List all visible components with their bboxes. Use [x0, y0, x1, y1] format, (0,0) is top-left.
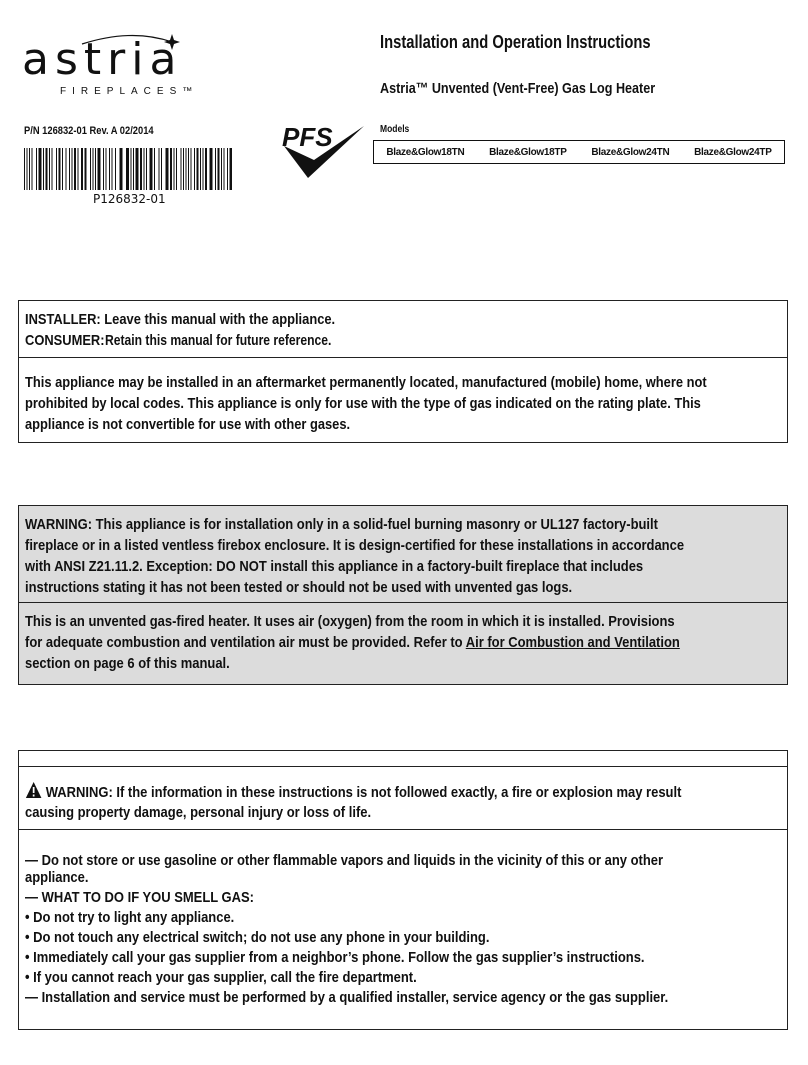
list-item: • Do not touch any electrical switch; do not use any phone in your building. — [25, 929, 490, 946]
mobile-home-paragraph — [19, 357, 787, 442]
barcode-bar — [146, 148, 147, 190]
barcode-bar — [215, 148, 216, 190]
barcode-bar — [74, 148, 76, 190]
consumer-text: Retain this manual for future reference. — [104, 332, 331, 349]
barcode-text: P126832-01 — [93, 192, 166, 206]
barcode-bar — [203, 148, 204, 190]
list-item: — Installation and service must be performed by a qualified installer, service agency or the gas supplier. — [25, 989, 669, 1006]
barcode-bar — [200, 148, 201, 190]
installation-warning — [19, 506, 787, 602]
warning-line: WARNING: This appliance is for installation only in a solid-fuel burning masonry or UL127 factory-built — [25, 516, 658, 533]
barcode-bar — [46, 148, 48, 190]
paragraph-line: This appliance may be installed in an aftermarket permanently located, manufactured (mobile) home, where not — [25, 374, 707, 391]
barcode-bar — [27, 148, 28, 190]
models-list — [373, 140, 785, 164]
astria-logo — [22, 28, 242, 103]
pfs-logo — [278, 120, 366, 180]
paragraph-line: appliance is not convertible for use with other gases. — [25, 416, 351, 433]
barcode-bar — [126, 148, 129, 190]
document-subtitle: Astria™ Unvented (Vent-Free) Gas Log Heater — [380, 80, 656, 97]
barcode-bar — [62, 148, 63, 190]
barcode-bar — [120, 148, 123, 190]
barcode-bar — [36, 148, 37, 190]
barcode-bar — [161, 148, 162, 190]
logo-subtitle: FIREPLACES™ — [60, 86, 199, 97]
barcode-bar — [230, 148, 233, 190]
pfs-logo-text: PFS — [282, 122, 333, 152]
barcode-bar — [49, 148, 50, 190]
barcode-bar — [205, 148, 207, 190]
installation-warning-box — [18, 505, 788, 685]
barcode — [24, 148, 232, 190]
barcode-bar — [194, 148, 195, 190]
air-combustion-link[interactable]: Air for Combustion and Ventilation — [465, 634, 680, 651]
barcode-bar — [140, 148, 142, 190]
logo-word: astria — [22, 34, 183, 85]
barcode-bar — [56, 148, 57, 190]
paragraph-line: prohibited by local codes. This appliance is only for use with the type of gas indicated on the rating plate. This — [25, 395, 701, 412]
barcode-bar — [159, 148, 160, 190]
barcode-bar — [133, 148, 134, 190]
installer-label: INSTALLER: — [25, 311, 101, 328]
barcode-bar — [183, 148, 184, 190]
warning-triangle-icon — [25, 781, 42, 799]
list-item: — Do not store or use gasoline or other flammable vapors and liquids in the vicinity of this or any other — [25, 852, 664, 869]
warning-line: with ANSI Z21.11.2. Exception: DO NOT install this appliance in a factory-built fireplace that includes — [25, 558, 644, 575]
barcode-bar — [131, 148, 132, 190]
paragraph-line: section on page 6 of this manual. — [25, 655, 230, 672]
model-item: Blaze&Glow24TN — [591, 146, 670, 158]
barcode-bar — [150, 148, 153, 190]
model-item: Blaze&Glow18TN — [386, 146, 465, 158]
barcode-bar — [144, 148, 145, 190]
paragraph-line — [25, 632, 680, 653]
barcode-bar — [59, 148, 61, 190]
barcode-bar — [29, 148, 30, 190]
barcode-bar — [136, 148, 139, 190]
barcode-bar — [176, 148, 177, 190]
barcode-bar — [81, 148, 83, 190]
barcode-bar — [191, 148, 192, 190]
part-number: P/N 126832-01 Rev. A 02/2014 — [24, 125, 154, 137]
warning-line: causing property damage, personal injury or loss of life. — [25, 804, 372, 821]
paragraph-line: This is an unvented gas-fired heater. It uses air (oxygen) from the room in which it is installed. Provisions — [25, 613, 675, 630]
warning-line: instructions stating it has not been tested or should not be used with unvented gas logs. — [25, 579, 573, 596]
model-item: Blaze&Glow24TP — [694, 146, 772, 158]
barcode-bar — [39, 148, 42, 190]
barcode-bar — [106, 148, 107, 190]
warning-text: WARNING: If the information in these instructions is not followed exactly, a fire or explosion may result — [45, 784, 682, 801]
consumer-line — [25, 330, 345, 351]
document-title: Installation and Operation Instructions — [380, 32, 651, 52]
barcode-bar — [109, 148, 110, 190]
list-item: • If you cannot reach your gas supplier, call the fire department. — [25, 969, 417, 986]
installer-text: Leave this manual with the appliance. — [100, 311, 336, 328]
barcode-bar — [115, 148, 116, 190]
consumer-label: CONSUMER: — [25, 332, 105, 349]
list-item: appliance. — [25, 869, 89, 886]
barcode-bar — [85, 148, 87, 190]
barcode-bar — [72, 148, 73, 190]
barcode-bar — [90, 148, 91, 190]
barcode-bar — [197, 148, 199, 190]
unvented-heater-paragraph — [19, 602, 787, 684]
barcode-bar — [174, 148, 175, 190]
installer-consumer-row — [19, 301, 787, 357]
warning-line — [25, 781, 681, 803]
barcode-bar — [24, 148, 25, 190]
fire-explosion-warning — [19, 766, 787, 829]
barcode-bar — [170, 148, 172, 190]
barcode-bar — [52, 148, 53, 190]
paragraph-text: for adequate combustion and ventilation air must be provided. Refer to — [25, 634, 466, 651]
warning-line: fireplace or in a listed ventless firebox enclosure. It is design-certified for these installations in accordance — [25, 537, 685, 554]
list-item: • Do not try to light any appliance. — [25, 909, 235, 926]
barcode-bar — [227, 148, 228, 190]
barcode-bar — [103, 148, 104, 190]
barcode-bar — [32, 148, 33, 190]
barcode-bar — [98, 148, 101, 190]
barcode-bar — [69, 148, 70, 190]
list-item: — WHAT TO DO IF YOU SMELL GAS: — [25, 889, 254, 906]
barcode-bar — [112, 148, 113, 190]
fire-explosion-warning-box — [18, 750, 788, 1030]
barcode-bar — [224, 148, 225, 190]
installer-notice-box — [18, 300, 788, 443]
barcode-bar — [166, 148, 169, 190]
model-item: Blaze&Glow18TP — [489, 146, 567, 158]
barcode-bar — [93, 148, 94, 190]
installer-line — [25, 309, 335, 330]
barcode-bar — [221, 148, 222, 190]
gas-safety-list — [19, 829, 787, 1029]
barcode-bar — [66, 148, 67, 190]
barcode-bar — [188, 148, 189, 190]
barcode-bar — [154, 148, 155, 190]
barcode-bar — [78, 148, 79, 190]
barcode-bar — [43, 148, 44, 190]
barcode-bar — [186, 148, 187, 190]
barcode-bar — [181, 148, 182, 190]
list-item: • Immediately call your gas supplier from a neighbor’s phone. Follow the gas supplier’s instructions. — [25, 949, 645, 966]
barcode-bar — [210, 148, 213, 190]
models-label: Models — [380, 124, 410, 135]
barcode-bar — [218, 148, 220, 190]
barcode-bar — [95, 148, 96, 190]
top-band — [19, 751, 787, 766]
